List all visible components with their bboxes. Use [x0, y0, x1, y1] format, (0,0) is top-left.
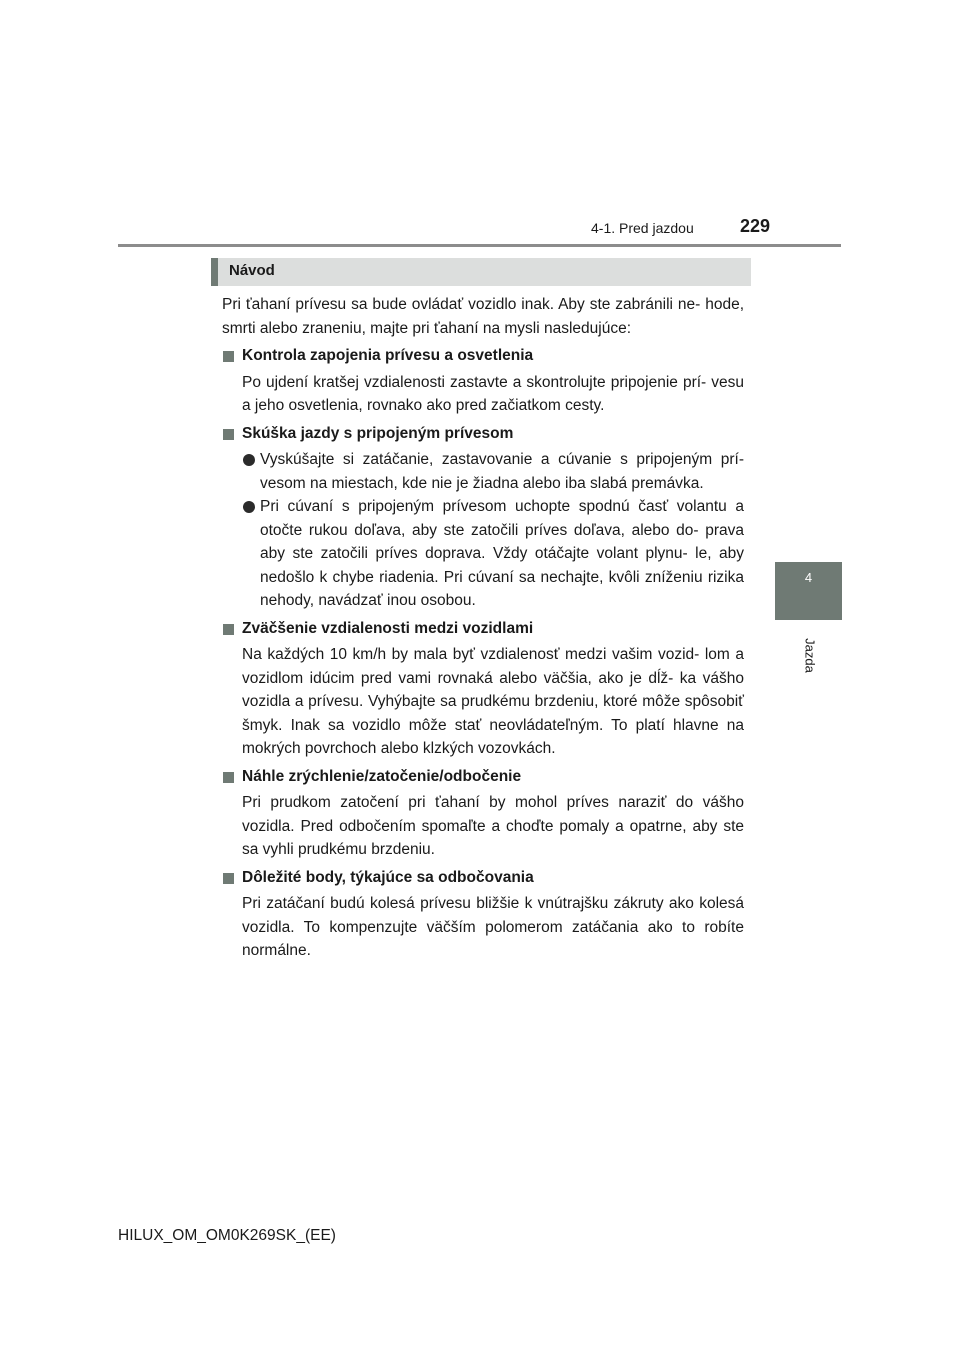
section-heading-text: Náhle zrýchlenie/zatočenie/odbočenie — [242, 767, 522, 785]
list-item-text: Vyskúšajte si zatáčanie, zastavovanie a cúvanie s pripojeným prí- vesom na miestach, kde nie je žiadna alebo iba slabá premávka. — [260, 451, 744, 492]
section-label: 4-1. Pred jazdou — [591, 220, 694, 236]
list-item-text: Pri cúvaní s pripojeným prívesom uchopte spodnú časť volantu a otočte rukou doľava, aby ste zatočili príves doľava, alebo do- prava aby ste zatočili príves doprava. Vždy otáčajte volant plynu- le, aby nedošlo k chybe riadenia. Pri cúvaní sa nechajte, kvôli zníženiu rizika nehody, navádzať inou osobou. — [260, 498, 744, 609]
list-item — [222, 448, 744, 495]
section-heading-text: Dôležité body, týkajúce sa odbočovania — [242, 868, 534, 886]
dot-bullet-icon — [243, 454, 255, 466]
section-text: Pri prudkom zatočení pri ťahaní by mohol príves naraziť do vášho vozidla. Pred odbočením spomaľte a choďte pomaly a opatrne, aby ste sa vyhli prudkému brzdeniu. — [242, 794, 744, 858]
section-heading-text: Kontrola zapojenia prívesu a osvetlenia — [242, 347, 534, 364]
navod-content — [222, 293, 744, 967]
section-heading-text: Zväčšenie vzdialenosti medzi vozidlami — [242, 619, 534, 637]
list-item — [222, 495, 744, 613]
section-heading — [222, 422, 744, 446]
navod-header-bar — [211, 258, 751, 286]
section-text: Na každých 10 km/h by mala byť vzdialenosť medzi vašim vozid- lom a vozidlom idúcim pred vami rovnaká alebo väčšia, ako je dĺž- ka vášho vozidla a prívesu. Vyhýbajte sa prudkému brzdeniu, ktoré môže spôsobiť šmyk. Inak sa vozidlo môže stať neovládateľným. To platí hlavne na mokrých povrchoch alebo klzkých vozovkách. — [242, 646, 744, 757]
section-heading-text: Skúška jazdy s pripojeným prívesom — [242, 424, 514, 442]
square-bullet-icon — [223, 772, 234, 783]
navod-title: Návod — [229, 262, 275, 279]
section-text: Pri zatáčaní budú kolesá prívesu bližšie k vnútrajšku zákruty ako kolesá vozidla. To kompenzujte väčším polomerom zatáčania ako to robíte normálne. — [242, 895, 744, 959]
section-heading — [222, 765, 744, 789]
dot-bullet-icon — [243, 501, 255, 513]
header-rule — [118, 244, 841, 247]
section-heading — [222, 866, 744, 890]
document-code: HILUX_OM_OM0K269SK_(EE) — [118, 1227, 336, 1244]
section-heading — [222, 344, 744, 368]
page-number: 229 — [740, 216, 771, 236]
square-bullet-icon — [223, 624, 234, 635]
section-text: Po ujdení kratšej vzdialenosti zastavte a skontrolujte pripojenie prí- vesu a jeho osvetlenia, rovnako ako pred začiatkom cesty. — [242, 373, 744, 414]
square-bullet-icon — [223, 351, 234, 362]
chapter-tab-number: 4 — [804, 570, 813, 585]
square-bullet-icon — [223, 873, 234, 884]
chapter-tab-label-text: Jazda — [802, 638, 818, 673]
intro-paragraph: Pri ťahaní prívesu sa bude ovládať vozidlo inak. Aby ste zabránili ne- hode, smrti alebo zraneniu, majte pri ťahaní na mysli nasledujúce: — [222, 296, 744, 337]
chapter-tab-label — [800, 628, 820, 688]
section-heading — [222, 617, 744, 641]
square-bullet-icon — [223, 429, 234, 440]
